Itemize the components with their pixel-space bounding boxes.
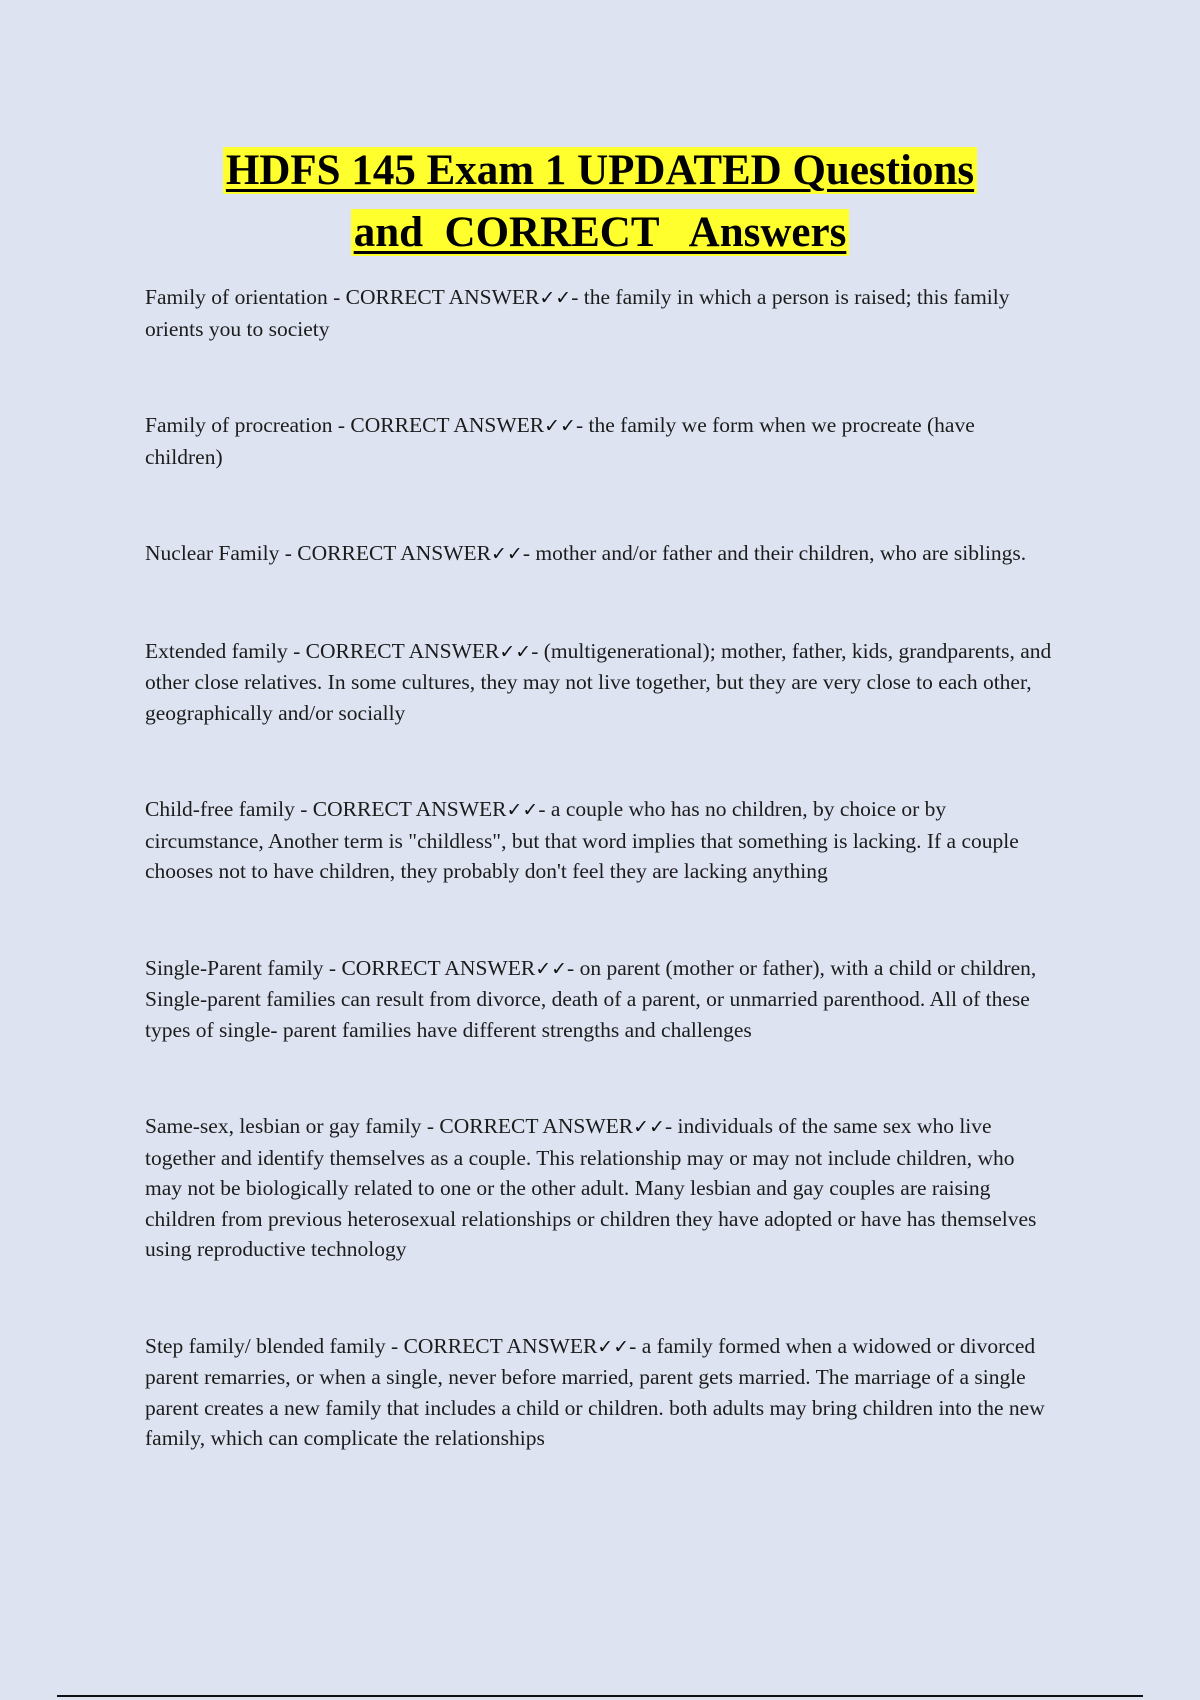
qa-term: Step family/ blended family — [145, 1333, 386, 1358]
qa-definition: (multigenerational); mother, father, kids, grandparents, and other close relatives. In some cultures, they may not live together, but they are very close to each other, geographically and/or socially — [145, 638, 1052, 725]
double-check-icon: ✓✓ — [535, 957, 568, 980]
qa-definition: the family we form when we procreate (have children) — [145, 413, 975, 469]
double-check-icon: ✓✓ — [633, 1116, 665, 1138]
qa-entry: Step family/ blended family - CORRECT ANSWER✓✓- a family formed when a widowed or divorced parent remarries, or when a single, never before married, parent gets married. The marriage of a single parent creates a new family that includes a child or children. both adults may bring children into the new family, which can complicate the relationships — [145, 1333, 1045, 1450]
double-check-icon: ✓✓ — [539, 287, 572, 309]
double-check-icon: ✓✓ — [506, 799, 539, 821]
qa-term: Single-Parent family — [145, 955, 324, 980]
answer-marker: CORRECT ANSWER — [305, 638, 500, 663]
answer-marker: CORRECT ANSWER — [403, 1333, 598, 1358]
qa-term: Nuclear Family — [145, 541, 280, 565]
answer-marker: CORRECT ANSWER — [350, 413, 545, 437]
qa-entry: Child-free family - CORRECT ANSWER✓✓- a couple who has no children, by choice or by circumstance, Another term is "childless", but that word implies that something is lacking. If a couple chooses not to have children, they probably don't feel they are lacking anything — [145, 797, 1019, 883]
double-check-icon: ✓✓ — [491, 543, 523, 565]
answer-marker: CORRECT ANSWER — [439, 1114, 634, 1138]
answer-marker: CORRECT ANSWER — [345, 285, 540, 309]
double-check-icon: ✓✓ — [544, 415, 576, 437]
qa-term: Same-sex, lesbian or gay family — [145, 1114, 422, 1138]
qa-entry: Nuclear Family - CORRECT ANSWER✓✓- mother and/or father and their children, who are siblings. — [145, 541, 1027, 565]
qa-definition: the family in which a person is raised; this family orients you to society — [145, 285, 1010, 341]
qa-definition: a family formed when a widowed or divorced parent remarries, or when a single, never before married, parent gets married. The marriage of a single parent creates a new family that includes a child or children. both adults may bring children into the new family, which can complicate the relationships — [145, 1333, 1045, 1450]
bottom-divider — [57, 1695, 1143, 1697]
document-title — [100, 140, 1100, 264]
qa-entry: Single-Parent family - CORRECT ANSWER✓✓- on parent (mother or father), with a child or children, Single-parent families can result from divorce, death of a parent, or unmarried parenthood. All of these types of single- parent families have different strengths and challenges — [145, 955, 1037, 1042]
qa-entry: Extended family - CORRECT ANSWER✓✓- (multigenerational); mother, father, kids, grandparents, and other close relatives. In some cultures, they may not live together, but they are very close to each other, geographically and/or socially — [145, 638, 1052, 725]
qa-entry: Same-sex, lesbian or gay family - CORRECT ANSWER✓✓- individuals of the same sex who live together and identify themselves as a couple. This relationship may or may not include children, who may not be biologically related to one or the other adult. Many lesbian and gay couples are raising children from previous heterosexual relationships or children they have adopted or have has themselves using reproductive technology — [145, 1114, 1037, 1261]
title-line-1: HDFS 145 Exam 1 UPDATED Questions — [223, 147, 977, 194]
qa-term: Family of orientation — [145, 285, 328, 309]
qa-definition: on parent (mother or father), with a child or children, Single-parent families can result from divorce, death of a parent, or unmarried parenthood. All of these types of single- parent families have different strengths and challenges — [145, 955, 1037, 1042]
title-line-2: and CORRECT Answers — [351, 209, 850, 256]
qa-term: Family of procreation — [145, 413, 333, 437]
qa-definition: a couple who has no children, by choice or by circumstance, Another term is "childless", but that word implies that something is lacking. If a couple chooses not to have children, they probably don't feel they are lacking anything — [145, 797, 1019, 883]
double-check-icon: ✓✓ — [499, 640, 532, 663]
qa-definition: individuals of the same sex who live together and identify themselves as a couple. This relationship may or may not include children, who may not be biologically related to one or the other adult. Many lesbian and gay couples are raising children from previous heterosexual relationships or children they have adopted or have has themselves using reproductive technology — [145, 1114, 1037, 1261]
answer-marker: CORRECT ANSWER — [341, 955, 536, 980]
qa-entry: Family of orientation - CORRECT ANSWER✓✓- the family in which a person is raised; this family orients you to society — [145, 285, 1010, 341]
qa-term: Extended family — [145, 638, 288, 663]
qa-definition: mother and/or father and their children, who are siblings. — [535, 541, 1027, 565]
answer-marker: CORRECT ANSWER — [297, 541, 491, 565]
qa-term: Child-free family — [145, 797, 295, 821]
double-check-icon: ✓✓ — [597, 1335, 630, 1358]
qa-list — [145, 282, 1055, 1454]
answer-marker: CORRECT ANSWER — [312, 797, 507, 821]
qa-entry: Family of procreation - CORRECT ANSWER✓✓- the family we form when we procreate (have children) — [145, 413, 975, 469]
